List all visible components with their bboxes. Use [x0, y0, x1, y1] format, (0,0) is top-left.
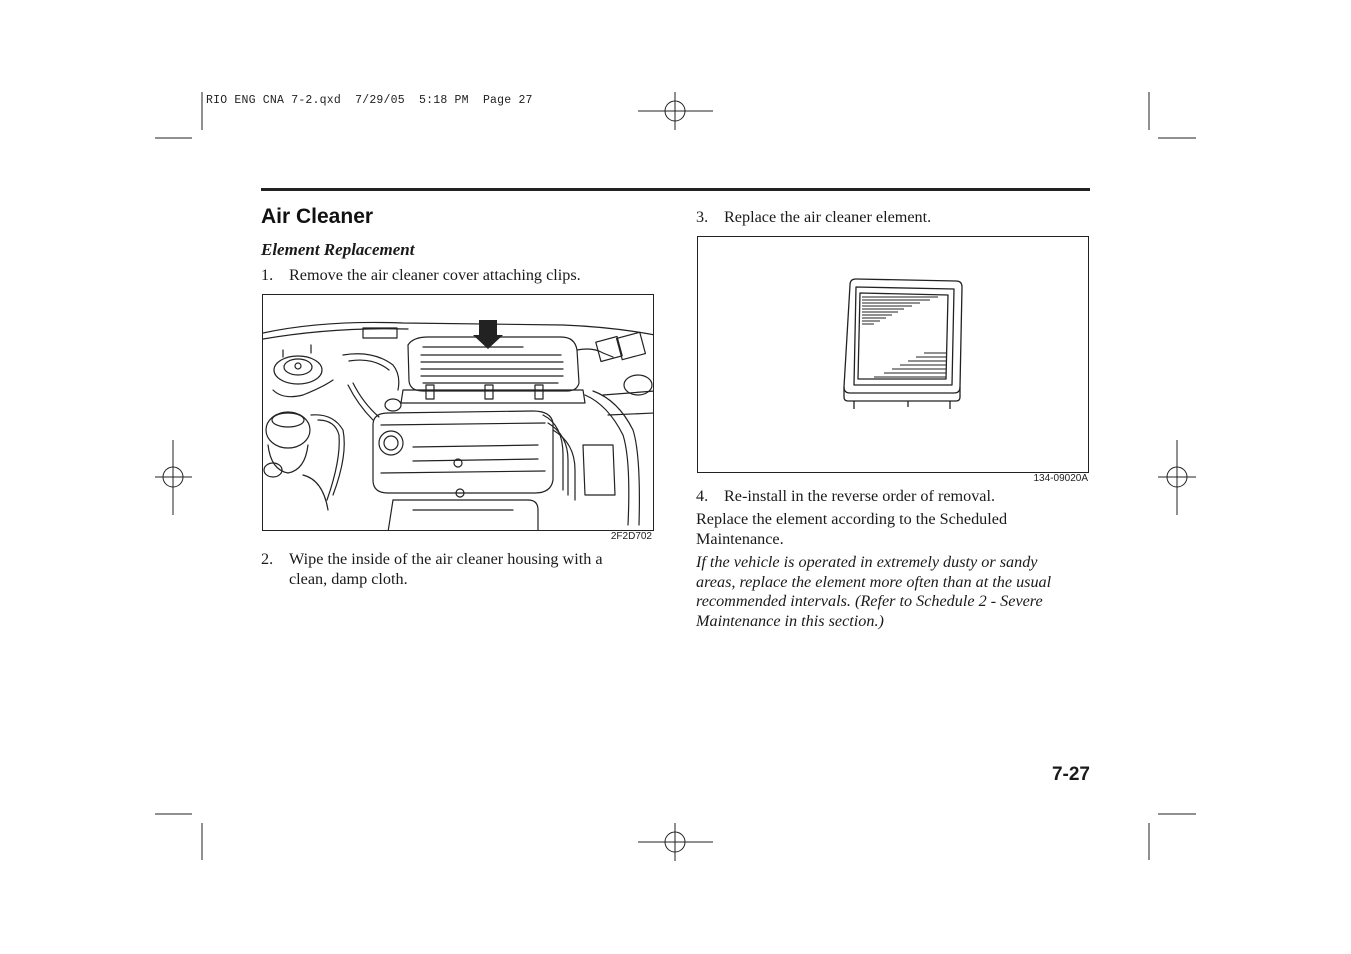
note-line: Maintenance in this section.) [696, 611, 884, 630]
schedule-paragraph [696, 510, 1096, 549]
step-number: 2. [261, 550, 274, 568]
header-rule [261, 188, 1090, 191]
note-line: If the vehicle is operated in extremely dusty or sandy [696, 553, 1038, 571]
slug-line: RIO ENG CNA 7-2.qxd 7/29/05 5:18 PM Page 27 [206, 94, 533, 107]
figure-code-filter: 134-09020A [1033, 473, 1088, 484]
filter-figure [697, 236, 1089, 473]
registration-mark-bottom [638, 823, 713, 861]
registration-mark-left [155, 440, 192, 515]
page-number: 7-27 [1051, 764, 1090, 785]
section-title: Air Cleaner [261, 205, 374, 228]
registration-mark-top [638, 92, 713, 130]
section-subtitle: Element Replacement [261, 240, 415, 259]
step-text-line: Wipe the inside of the air cleaner housing with a [289, 550, 603, 568]
engine-bay-illustration [263, 295, 654, 531]
step-text: Re-install in the reverse order of removal. [724, 487, 996, 505]
step-1 [261, 265, 661, 285]
step-number: 4. [696, 487, 709, 505]
step-text-line: clean, damp cloth. [289, 570, 408, 588]
note-line: recommended intervals. (Refer to Schedule 2 - Severe [696, 592, 1043, 610]
paragraph-line: Maintenance. [696, 529, 784, 548]
engine-figure [262, 294, 654, 531]
registration-mark-right [1158, 440, 1196, 515]
step-number: 3. [696, 208, 709, 226]
step-4 [696, 486, 1096, 506]
step-2 [261, 549, 661, 589]
note-line: areas, replace the element more often than at the usual [696, 572, 1052, 591]
severe-conditions-note [696, 553, 1096, 631]
step-text: Remove the air cleaner cover attaching clips. [289, 266, 581, 284]
figure-code-engine: 2F2D702 [610, 531, 652, 542]
step-number: 1. [261, 266, 274, 284]
step-3 [696, 207, 1096, 227]
step-text: Replace the air cleaner element. [724, 208, 932, 226]
air-filter-element-illustration [698, 237, 1089, 473]
paragraph-line: Replace the element according to the Scheduled [696, 510, 1008, 528]
